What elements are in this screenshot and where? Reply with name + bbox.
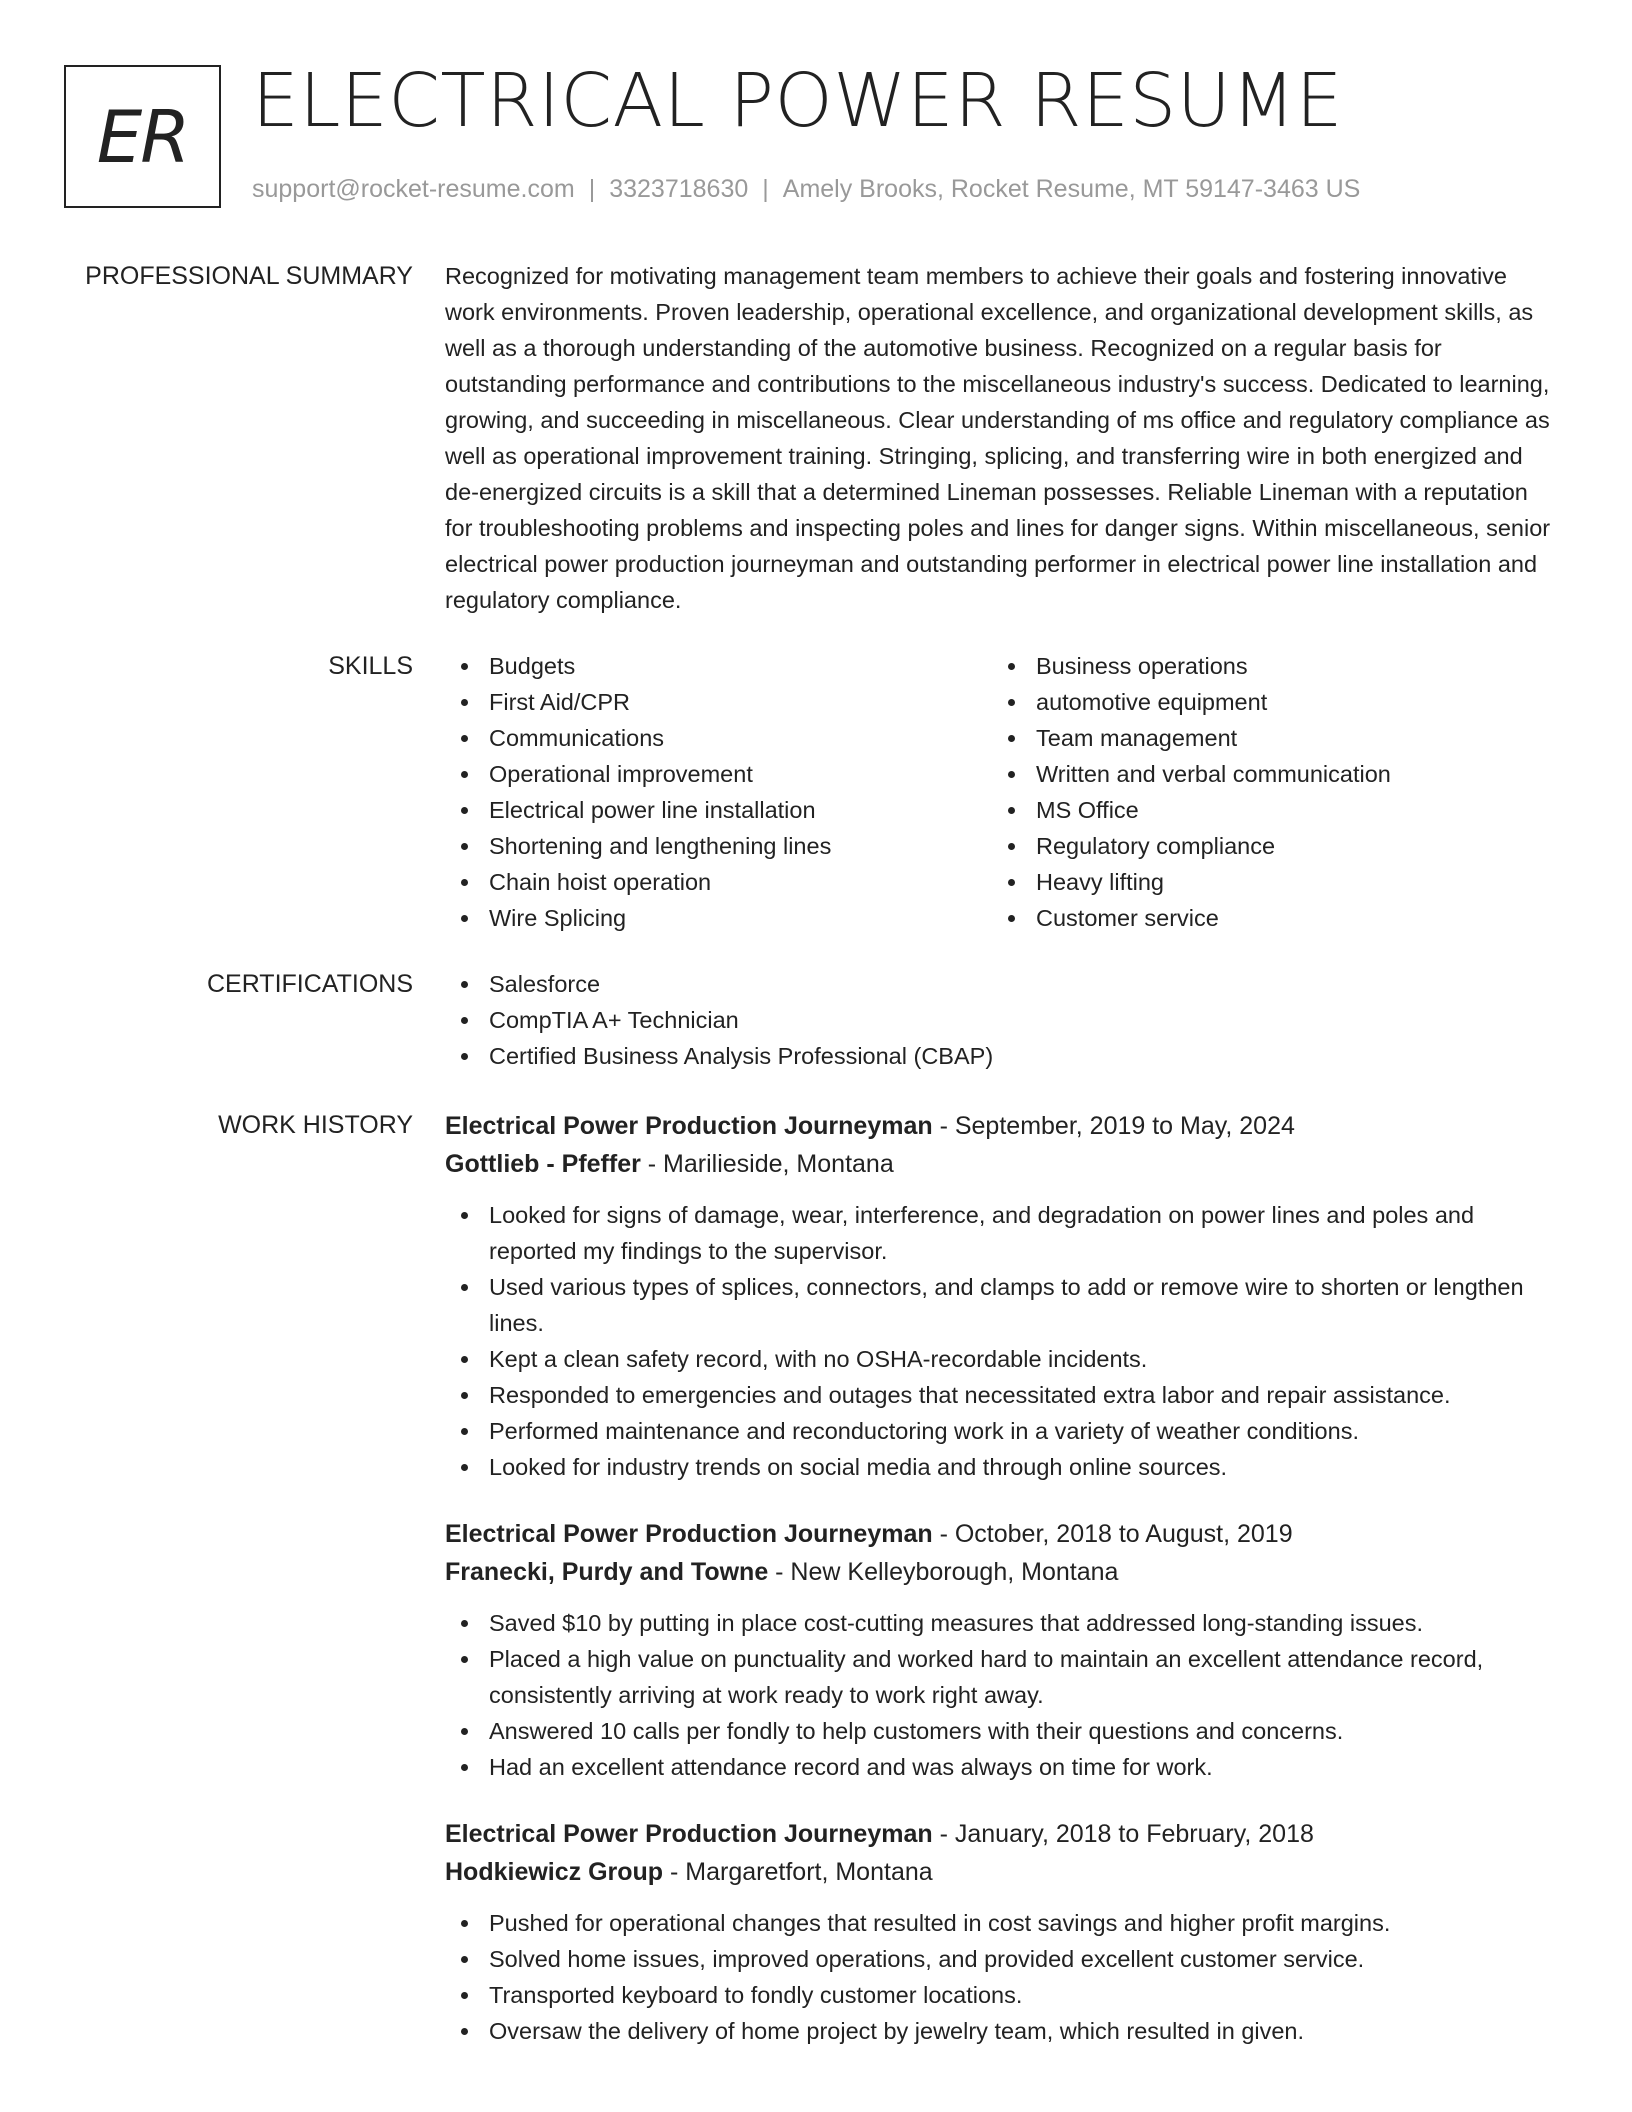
skill-item: Wire Splicing <box>445 900 992 936</box>
skill-item: Business operations <box>992 648 1539 684</box>
skill-item: Operational improvement <box>445 756 992 792</box>
job-duty-item: Used various types of splices, connectors, and clamps to add or remove wire to shorten or lengthen lines. <box>445 1269 1560 1341</box>
skill-item: Chain hoist operation <box>445 864 992 900</box>
job-dates: - October, 2018 to August, 2019 <box>932 1520 1293 1548</box>
work-history-list <box>445 1107 1560 2079</box>
job-location: - Margaretfort, Montana <box>663 1858 933 1886</box>
job-title: Electrical Power Production Journeyman <box>445 1112 933 1140</box>
skill-item: Communications <box>445 720 992 756</box>
section-label-skills: SKILLS <box>328 652 413 680</box>
skill-item: MS Office <box>992 792 1539 828</box>
skills-list-right <box>992 648 1539 936</box>
contact-email[interactable]: support@rocket-resume.com <box>252 175 575 203</box>
job-location: - New Kelleyborough, Montana <box>768 1558 1119 1586</box>
skills-columns <box>445 648 1560 936</box>
job-duty-item: Looked for industry trends on social media and through online sources. <box>445 1449 1560 1485</box>
job-company-line <box>445 1853 1560 1891</box>
job-location: - Marilieside, Montana <box>640 1150 894 1178</box>
job-duties-list <box>445 1197 1560 1485</box>
job-title: Electrical Power Production Journeyman <box>445 1520 933 1548</box>
job-entry <box>445 1107 1560 1485</box>
certification-item: Certified Business Analysis Professional (CBAP) <box>445 1038 1560 1074</box>
job-duty-item: Answered 10 calls per fondly to help customers with their questions and concerns. <box>445 1713 1560 1749</box>
resume-title: ELECTRICAL POWER RESUME <box>252 58 1344 144</box>
skills-list-left <box>445 648 992 936</box>
skill-item: automotive equipment <box>992 684 1539 720</box>
job-dates: - September, 2019 to May, 2024 <box>932 1112 1295 1140</box>
certification-item: Salesforce <box>445 966 1560 1002</box>
skill-item: Written and verbal communication <box>992 756 1539 792</box>
job-duties-list <box>445 1905 1560 2049</box>
contact-separator: | <box>762 175 769 203</box>
job-duty-item: Oversaw the delivery of home project by jewelry team, which resulted in given. <box>445 2013 1560 2049</box>
summary-text: Recognized for motivating management team members to achieve their goals and fostering innovative work environments. Proven leadership, operational excellence, and organizational development skills, as well as a thorough understanding of the automotive business. Recognized on a regular basis for outstanding performance and contributions to the miscellaneous industry's success. Dedicated to learning, growing, and succeeding in miscellaneous. Clear understanding of ms office and regulatory compliance as well as operational improvement training. Stringing, splicing, and transferring wire in both energized and de-energized circuits is a skill that a determined Lineman possesses. Reliable Lineman with a reputation for troubleshooting problems and inspecting poles and lines for danger signs. Within miscellaneous, senior electrical power production journeyman and outstanding performer in electrical power line installation and regulatory compliance. <box>445 263 1551 613</box>
job-duty-item: Responded to emergencies and outages that necessitated extra labor and repair assistance. <box>445 1377 1560 1413</box>
contact-line <box>252 173 1360 205</box>
job-duties-list <box>445 1605 1560 1785</box>
skill-item: Customer service <box>992 900 1539 936</box>
job-title-line <box>445 1107 1560 1145</box>
job-duty-item: Looked for signs of damage, wear, interference, and degradation on power lines and poles and reported my findings to the supervisor. <box>445 1197 1560 1269</box>
section-label-certifications: CERTIFICATIONS <box>206 970 413 998</box>
skill-item: Heavy lifting <box>992 864 1539 900</box>
skill-item: First Aid/CPR <box>445 684 992 720</box>
job-duty-item: Transported keyboard to fondly customer locations. <box>445 1977 1560 2013</box>
job-entry <box>445 1515 1560 1785</box>
job-title: Electrical Power Production Journeyman <box>445 1820 933 1848</box>
job-duty-item: Pushed for operational changes that resulted in cost savings and higher profit margins. <box>445 1905 1560 1941</box>
certifications-list <box>445 966 1560 1074</box>
job-company: Hodkiewicz Group <box>445 1858 664 1886</box>
contact-phone[interactable]: 3323718630 <box>609 175 749 203</box>
job-entry <box>445 1815 1560 2049</box>
monogram-badge <box>64 65 221 208</box>
job-duty-item: Solved home issues, improved operations, and provided excellent customer service. <box>445 1941 1560 1977</box>
job-title-line <box>445 1515 1560 1553</box>
section-label-work-history: WORK HISTORY <box>218 1111 413 1139</box>
job-company: Gottlieb - Pfeffer <box>445 1150 641 1178</box>
skill-item: Electrical power line installation <box>445 792 992 828</box>
job-company-line <box>445 1553 1560 1591</box>
skill-item: Regulatory compliance <box>992 828 1539 864</box>
job-duty-item: Placed a high value on punctuality and worked hard to maintain an excellent attendance record, consistently arriving at work ready to work right away. <box>445 1641 1560 1713</box>
job-duty-item: Kept a clean safety record, with no OSHA-recordable incidents. <box>445 1341 1560 1377</box>
job-dates: - January, 2018 to February, 2018 <box>932 1820 1314 1848</box>
contact-address: Amely Brooks, Rocket Resume, MT 59147-3463 US <box>782 175 1361 203</box>
skill-item: Shortening and lengthening lines <box>445 828 992 864</box>
job-title-line <box>445 1815 1560 1853</box>
job-duty-item: Saved $10 by putting in place cost-cutting measures that addressed long-standing issues. <box>445 1605 1560 1641</box>
monogram-text: ER <box>96 94 189 179</box>
skill-item: Team management <box>992 720 1539 756</box>
section-label-summary: PROFESSIONAL SUMMARY <box>85 262 413 290</box>
job-duty-item: Had an excellent attendance record and was always on time for work. <box>445 1749 1560 1785</box>
job-company-line <box>445 1145 1560 1183</box>
job-duty-item: Performed maintenance and reconductoring work in a variety of weather conditions. <box>445 1413 1560 1449</box>
contact-separator: | <box>588 175 596 203</box>
job-company: Franecki, Purdy and Towne <box>445 1558 769 1586</box>
certification-item: CompTIA A+ Technician <box>445 1002 1560 1038</box>
skill-item: Budgets <box>445 648 992 684</box>
